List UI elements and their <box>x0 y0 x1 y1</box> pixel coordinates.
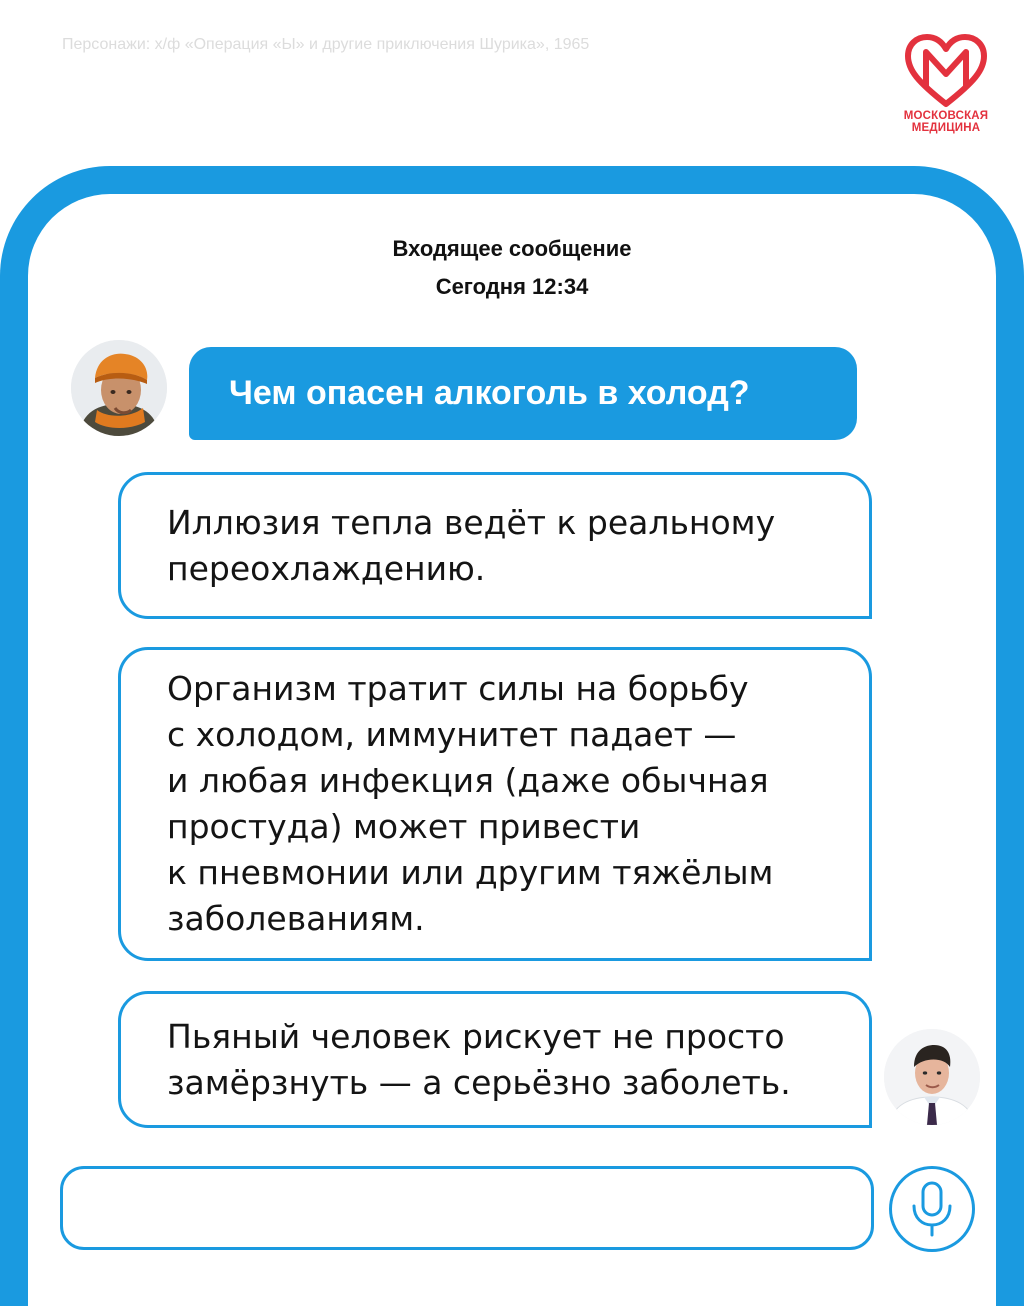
reply-bubble-1 <box>118 472 872 619</box>
reply-bubble-2 <box>118 647 872 961</box>
user-avatar <box>71 340 167 436</box>
chat-header-title: Входящее сообщение <box>392 236 632 261</box>
reply-text-1: Иллюзия тепла ведёт к реальному переохлаждению. <box>167 502 776 588</box>
brand-logo <box>896 34 996 144</box>
character-credit: Персонажи: х/ф «Операция «Ы» и другие приключения Шурика», 1965 <box>62 36 590 53</box>
mic-button[interactable] <box>889 1166 975 1252</box>
heart-m-logo-icon <box>904 34 988 108</box>
microphone-icon <box>908 1180 956 1238</box>
brand-line-2: МЕДИЦИНА <box>911 122 981 134</box>
doctor-avatar <box>884 1029 980 1125</box>
chat-header-time: Сегодня 12:34 <box>435 274 589 299</box>
question-bubble <box>189 347 857 440</box>
reply-bubble-3 <box>118 991 872 1128</box>
message-input[interactable] <box>60 1166 874 1250</box>
reply-text-2: Организм тратит силы на борьбу с холодом, иммунитет падает — и любая инфекция (даже обычная простуда) может привести к пневмонии или другим тяжёлым заболеваниям. <box>167 669 774 938</box>
brand-line-1: МОСКОВСКАЯ <box>903 110 989 122</box>
brand-name <box>896 110 996 134</box>
question-text: Чем опасен алкоголь в холод? <box>229 374 750 412</box>
reply-text-3: Пьяный человек рискует не просто замёрзнуть — а серьёзно заболеть. <box>167 1016 791 1102</box>
